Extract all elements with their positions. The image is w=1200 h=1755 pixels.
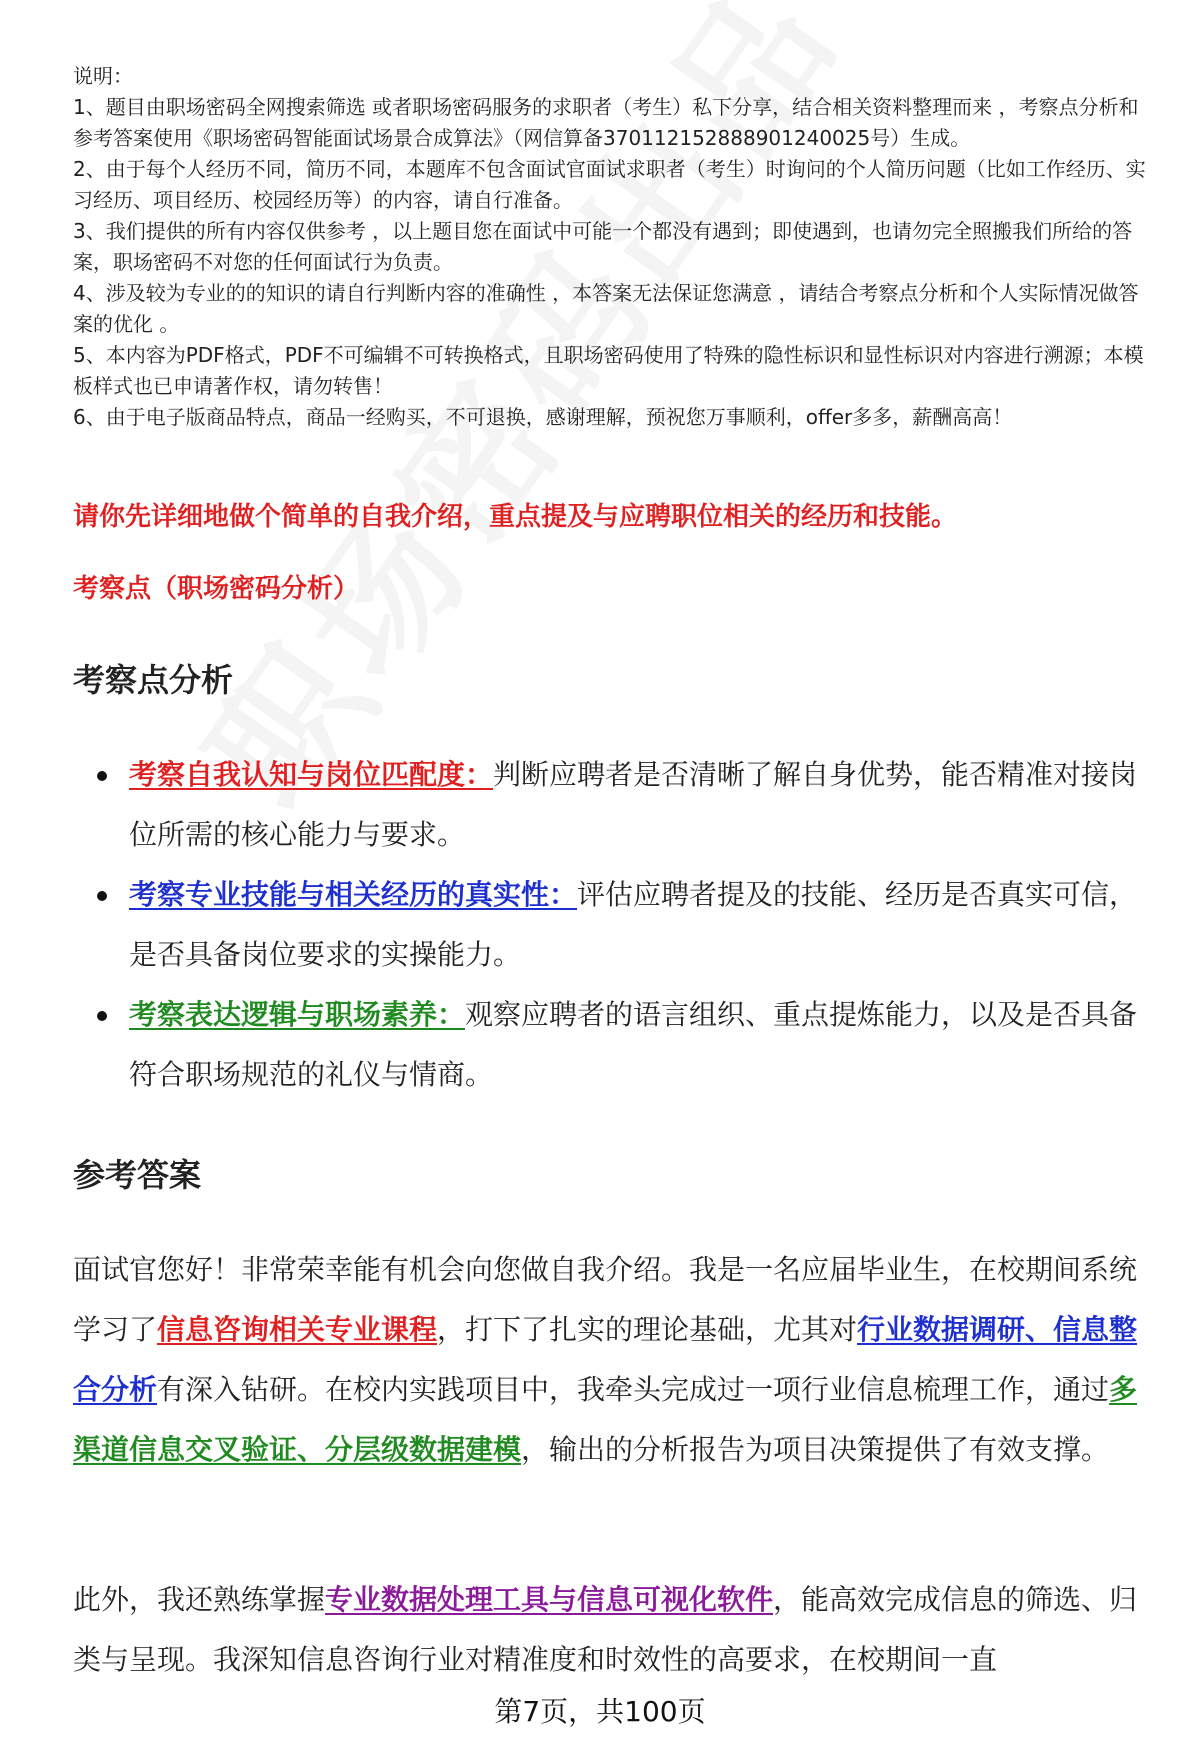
point-key: 考察专业技能与相关经历的真实性：	[129, 878, 578, 911]
point-key: 考察表达逻辑与职场素养：	[129, 998, 466, 1031]
answer-paragraph-2	[73, 1570, 1158, 1690]
answer-heading: 参考答案	[73, 1156, 202, 1194]
analysis-point	[97, 985, 1157, 1105]
analysis-point	[97, 745, 1157, 865]
answer-highlight: 专业数据处理工具与信息可视化软件	[325, 1583, 774, 1616]
notes-title: 说明：	[73, 64, 133, 88]
bullet-icon	[97, 891, 107, 901]
answer-text: 此外，我还熟练掌握	[73, 1583, 326, 1616]
answer-paragraph-1	[73, 1240, 1158, 1480]
point-key: 考察自我认知与岗位匹配度：	[129, 758, 494, 791]
page-number: 第7页，共100页	[494, 1695, 706, 1728]
analysis-subhead: 考察点（职场密码分析）	[73, 574, 360, 604]
analysis-heading: 考察点分析	[73, 661, 234, 699]
bullet-icon	[97, 1011, 107, 1021]
point-text: 判断应聘者是否清晰了解自身优势，能否精准对接岗位所需的核心能力与要求。	[129, 758, 1138, 851]
answer-highlight: 多渠道信息交叉验证、分层级数据建模	[73, 1373, 1138, 1466]
point-text: 观察应聘者的语言组织、重点提炼能力，以及是否具备符合职场规范的礼仪与情商。	[129, 998, 1138, 1091]
analysis-points	[97, 745, 1157, 1105]
note-item-4: 4、涉及较为专业的的知识的请自行判断内容的准确性 ，本答案无法保证您满意 ，请结合考察点分析和个人实际情况做答案的优化 。	[73, 281, 1139, 336]
answer-highlight: 行业数据调研、信息整合分析	[73, 1313, 1138, 1406]
bullet-icon	[97, 771, 107, 781]
note-item-5: 5、本内容为PDF格式，PDF不可编辑不可转换格式，且职场密码使用了特殊的隐性标识和显性标识对内容进行溯源；本模板样式也已申请著作权，请勿转售！	[73, 343, 1144, 398]
point-text: 评估应聘者提及的技能、经历是否真实可信，是否具备岗位要求的实操能力。	[129, 878, 1138, 971]
answer-highlight: 信息咨询相关专业课程	[157, 1313, 438, 1346]
answer-text: 面试官您好！非常荣幸能有机会向您做自我介绍。我是一名应届毕业生，在校期间系统学习了	[73, 1253, 1138, 1346]
note-item-3: 3、我们提供的所有内容仅供参考 ，以上题目您在面试中可能一个都没有遇到；即使遇到，也请勿完全照搬我们所给的答案，职场密码不对您的任何面试行为负责。	[73, 219, 1133, 274]
answer-text: ，输出的分析报告为项目决策提供了有效支撑。	[521, 1433, 1110, 1466]
answer-text: ，能高效完成信息的筛选、归类与呈现。我深知信息咨询行业对精准度和时效性的高要求，在校期间一直	[73, 1583, 1138, 1676]
analysis-point	[97, 865, 1157, 985]
interview-question: 请你先详细地做个简单的自我介绍，重点提及与应聘职位相关的经历和技能。	[73, 502, 958, 532]
note-item-6: 6、由于电子版商品特点，商品一经购买，不可退换，感谢理解，预祝您万事顺利，offer多多，薪酬高高！	[73, 405, 1013, 429]
answer-text: ，打下了扎实的理论基础，尤其对	[437, 1313, 858, 1346]
note-item-2: 2、由于每个人经历不同，简历不同，本题库不包含面试官面试求职者（考生）时询问的个人简历问题（比如工作经历、实习经历、项目经历、校园经历等）的内容，请自行准备。	[73, 157, 1146, 212]
note-item-1: 1、题目由职场密码全网搜索筛选 或者职场密码服务的求职者（考生）私下分享，结合相关资料整理而来 ，考察点分析和参考答案使用《职场密码智能面试场景合成算法》（网信算备370112152888901240025号）生成。	[73, 95, 1139, 150]
notes-block	[73, 61, 1158, 433]
answer-text: 有深入钻研。在校内实践项目中，我牵头完成过一项行业信息梳理工作，通过	[157, 1373, 1110, 1406]
